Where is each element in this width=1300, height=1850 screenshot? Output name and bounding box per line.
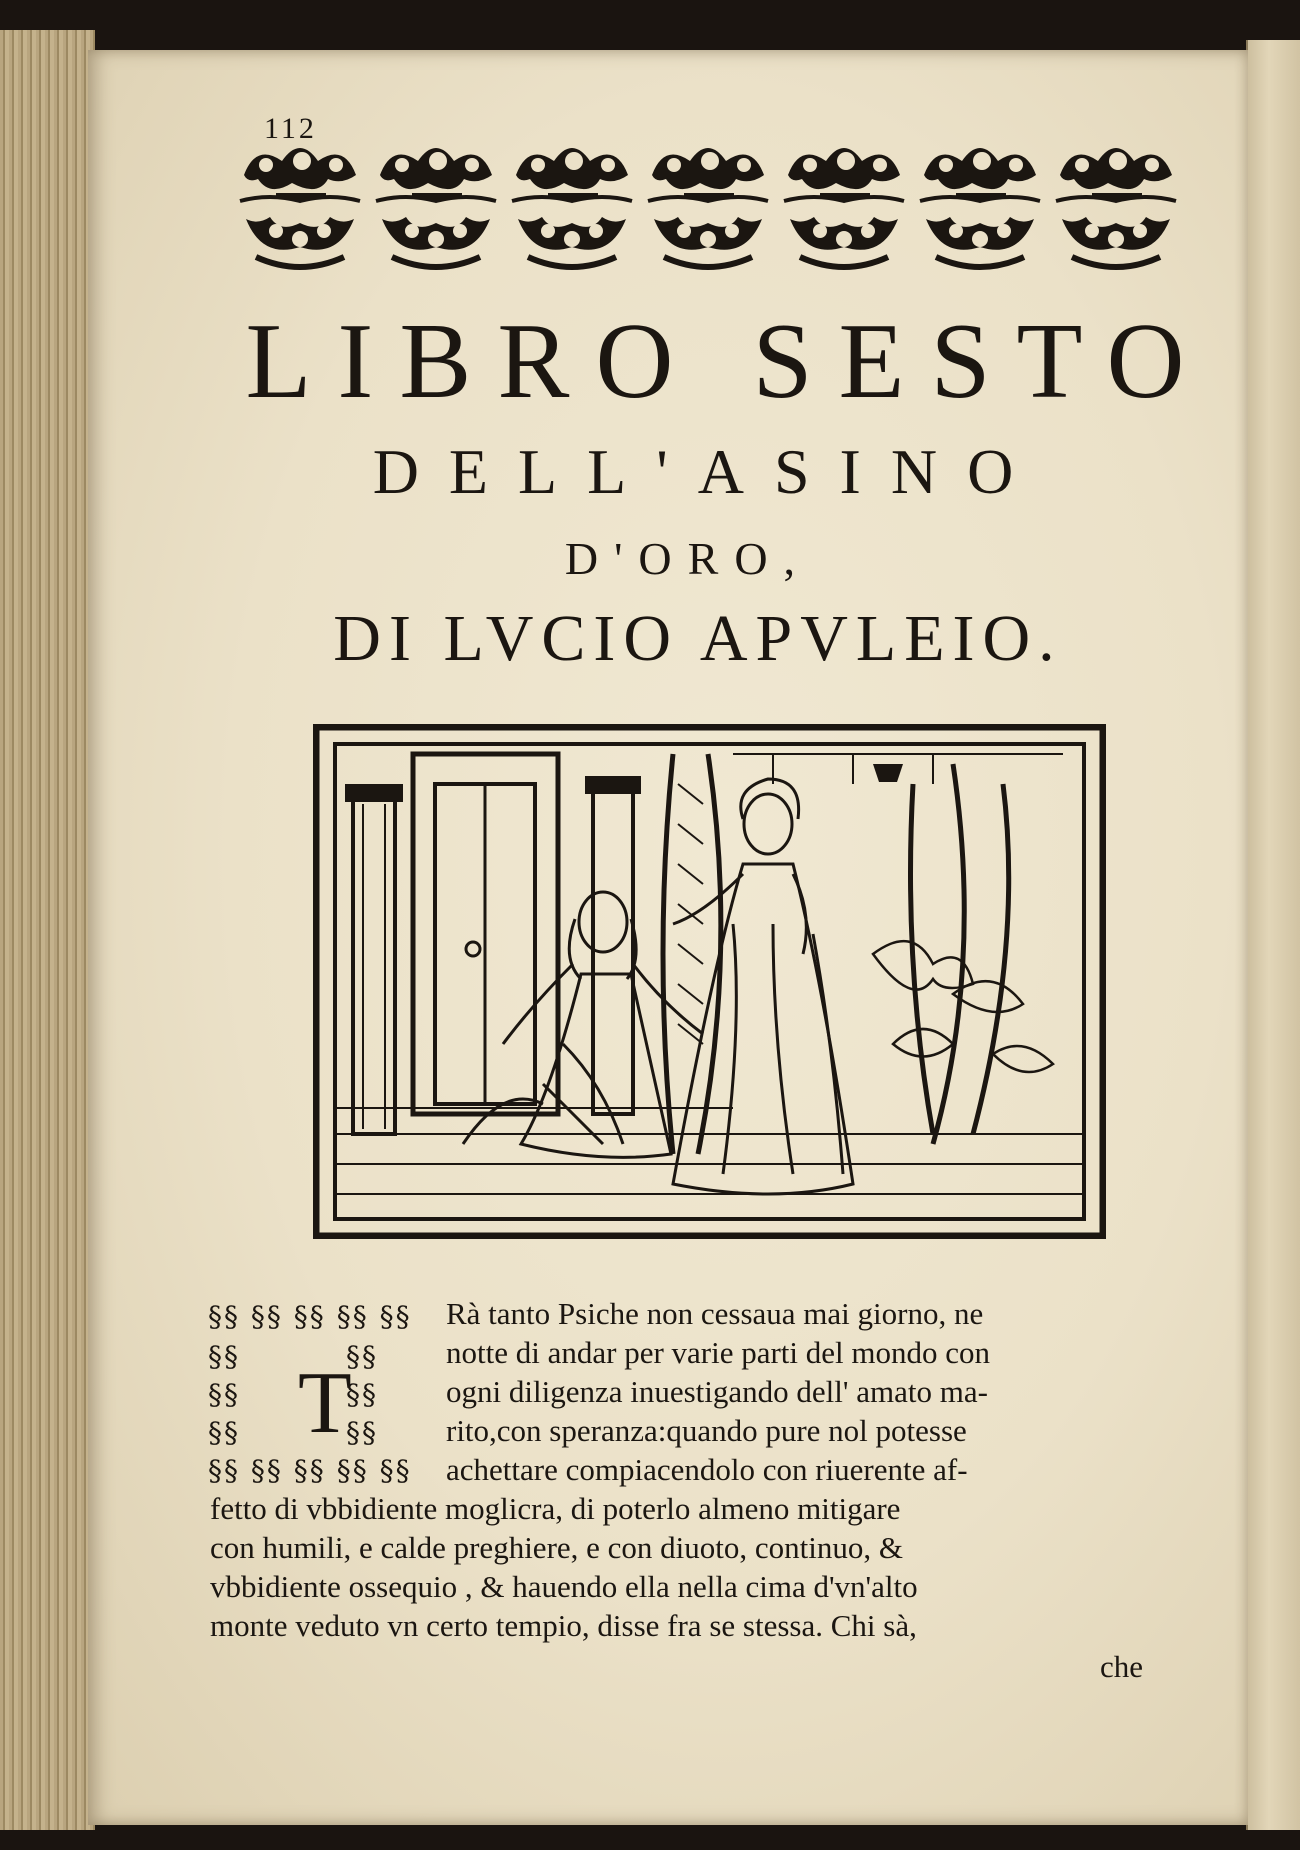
book-page: [88, 50, 1248, 1825]
ornament-border-right-1-icon: §§: [346, 1340, 378, 1373]
text-line-4: rito,con speranza:quando pure nol potesse: [446, 1413, 967, 1448]
drop-cap: T: [298, 1355, 352, 1452]
page-number: 112: [264, 112, 317, 145]
woodcut-illustration: [313, 724, 1106, 1239]
ornament-border-left-1-icon: §§: [208, 1340, 240, 1373]
chapter-subtitle-line-2: D'ORO,: [564, 533, 812, 584]
ornament-border-right-3-icon: §§: [346, 1416, 378, 1449]
text-line-8: vbbidiente ossequio , & hauendo ella nella cima d'vn'alto: [210, 1569, 918, 1604]
ornament-border-bottom-icon: §§ §§ §§ §§ §§: [208, 1454, 412, 1487]
ornament-border-right-2-icon: §§: [346, 1378, 378, 1411]
chapter-subtitle-line-3: DI LVCIO APVLEIO.: [333, 602, 1063, 675]
text-line-5: achettare compiacendolo con riuerente af-: [446, 1452, 968, 1487]
chapter-title: LIBRO SESTO: [245, 302, 1211, 421]
text-line-7: con humili, e calde preghiere, e con diuoto, continuo, &: [210, 1530, 903, 1565]
text-line-3: ogni diligenza inuestigando dell' amato ma-: [446, 1374, 988, 1409]
ornament-border-top-icon: §§ §§ §§ §§ §§: [208, 1300, 412, 1333]
ornament-border-left-2-icon: §§: [208, 1378, 240, 1411]
text-line-2: notte di andar per varie parti del mondo con: [446, 1335, 991, 1370]
ornamental-headpiece-icon: [236, 135, 1181, 285]
chapter-subtitle-line-1: DELL'ASINO: [372, 436, 1044, 507]
text-line-9: monte veduto vn certo tempio, disse fra se stessa. Chi sà,: [210, 1608, 917, 1643]
book-page-edges-left: [0, 30, 95, 1830]
text-line-6: fetto di vbbidiente moglicra, di poterlo almeno mitigare: [210, 1491, 901, 1526]
text-line-1: Rà tanto Psiche non cessaua mai giorno, ne: [446, 1296, 984, 1331]
catchword: che: [1100, 1649, 1144, 1684]
ornament-border-left-3-icon: §§: [208, 1416, 240, 1449]
